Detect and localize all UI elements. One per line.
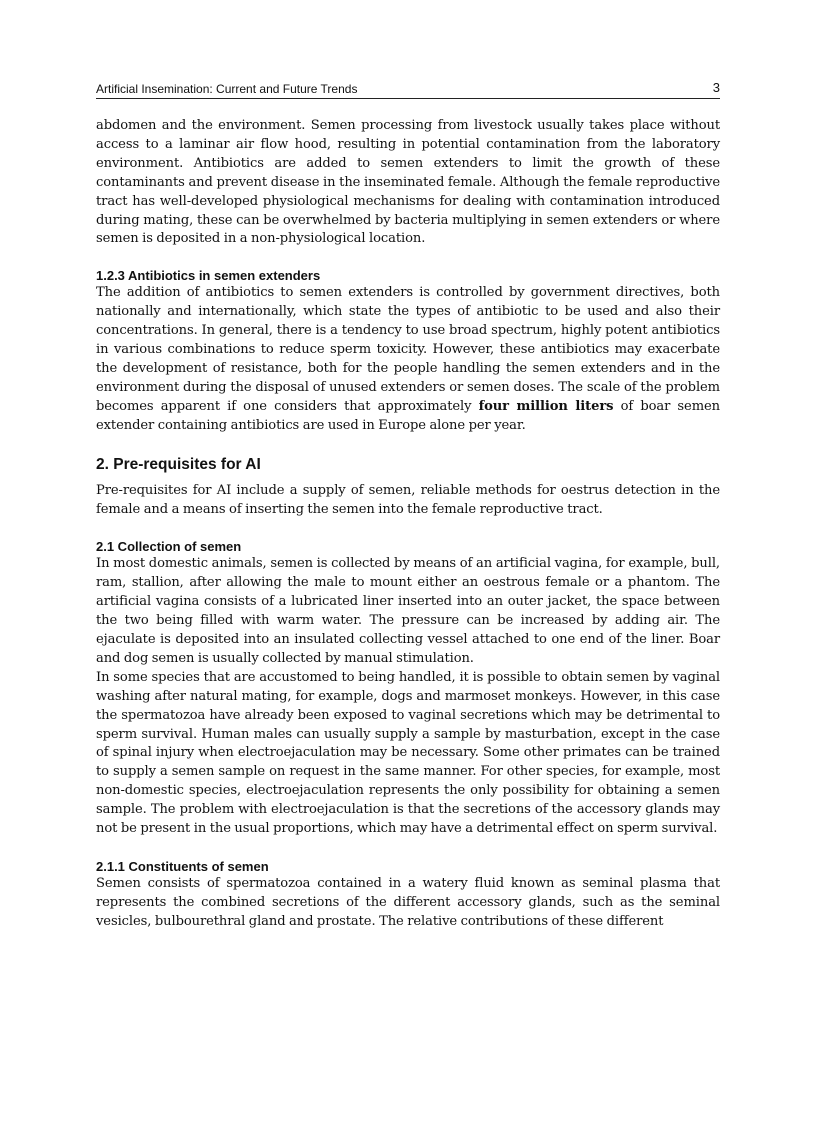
section-heading-1-2-3: 1.2.3 Antibiotics in semen extenders (96, 268, 321, 284)
prerequisites-paragraph: Pre-requisites for AI include a supply of semen, reliable methods for oestrus detection in the female and a means of inserting the semen into the female reproductive tract. (96, 482, 720, 517)
section-heading-2-1: 2.1 Collection of semen (96, 539, 242, 555)
antibiotics-text-start: The addition of antibiotics to semen extenders is controlled by government directives, both nationally and internationally, which state the types of antibiotic to be used and also their concentrations. In general, there is a tendency to use broad spectrum, highly potent antibiotics in various combinations to reduce sperm toxicity. However, these antibiotics may exacerbate the development of resistance, both for the people handling the semen extenders and in the environment during the disposal of unused extenders or semen doses. The scale of the problem becomes apparent if one considers that approximately (96, 285, 720, 414)
four-million-liters-emphasis: four million liters (478, 398, 614, 414)
page-number: 3 (712, 80, 720, 95)
running-title: Artificial Insemination: Current and Future Trends (96, 82, 358, 96)
collection-paragraph-1: In most domestic animals, semen is collected by means of an artificial vagina, for example, bull, ram, stallion, after allowing the male to mount either an oestrous female or a phantom. The artificial vagina consists of a lubricated liner inserted into an outer jacket, the space between the two being filled with warm water. The pressure can be increased by adding air. The ejaculate is deposited into an insulated collecting vessel attached to one end of the liner. Boar and dog semen is usually collected by manual stimulation. (96, 556, 720, 666)
body-text (96, 117, 720, 932)
section-heading-2-1-1: 2.1.1 Constituents of semen (96, 859, 269, 874)
section-heading-2: 2. Pre-requisites for AI (96, 455, 261, 473)
constituents-paragraph: Semen consists of spermatozoa contained in a watery fluid known as seminal plasma that represents the combined secretions of the different accessory glands, such as the seminal vesicles, bulbourethral gland and prostate. The relative contributions of these different (96, 876, 720, 929)
collection-paragraph-2: In some species that are accustomed to being handled, it is possible to obtain semen by vaginal washing after natural mating, for example, dogs and marmoset monkeys. However, in this case the spermatozoa have already been exposed to vaginal secretions which may be detrimental to sperm survival. Human males can usually supply a sample by masturbation, except in the case of spinal injury when electroejaculation may be necessary. Some other primates can be trained to supply a semen sample on request in the same manner. For other species, for example, most non-domestic species, electroejaculation represents the only possibility for obtaining a semen sample. The problem with electroejaculation is that the secretions of the accessory glands may not be present in the usual proportions, which may have a detrimental effect on sperm survival. (96, 669, 720, 837)
intro-paragraph: abdomen and the environment. Semen processing from livestock usually takes place without access to a laminar air flow hood, resulting in potential contamination from the laboratory environment. Antibiotics are added to semen extenders to limit the growth of these contaminants and prevent disease in the inseminated female. Although the female reproductive tract has well-developed physiological mechanisms for dealing with contamination introduced during mating, these can be overwhelmed by bacteria multiplying in semen extenders or where semen is deposited in a non-physiological location. (96, 118, 720, 247)
antibiotics-paragraph (96, 284, 720, 435)
antibiotics-text-end: of boar semen extender containing antibiotics are used in Europe alone per year. (96, 398, 720, 433)
running-header (96, 80, 720, 99)
